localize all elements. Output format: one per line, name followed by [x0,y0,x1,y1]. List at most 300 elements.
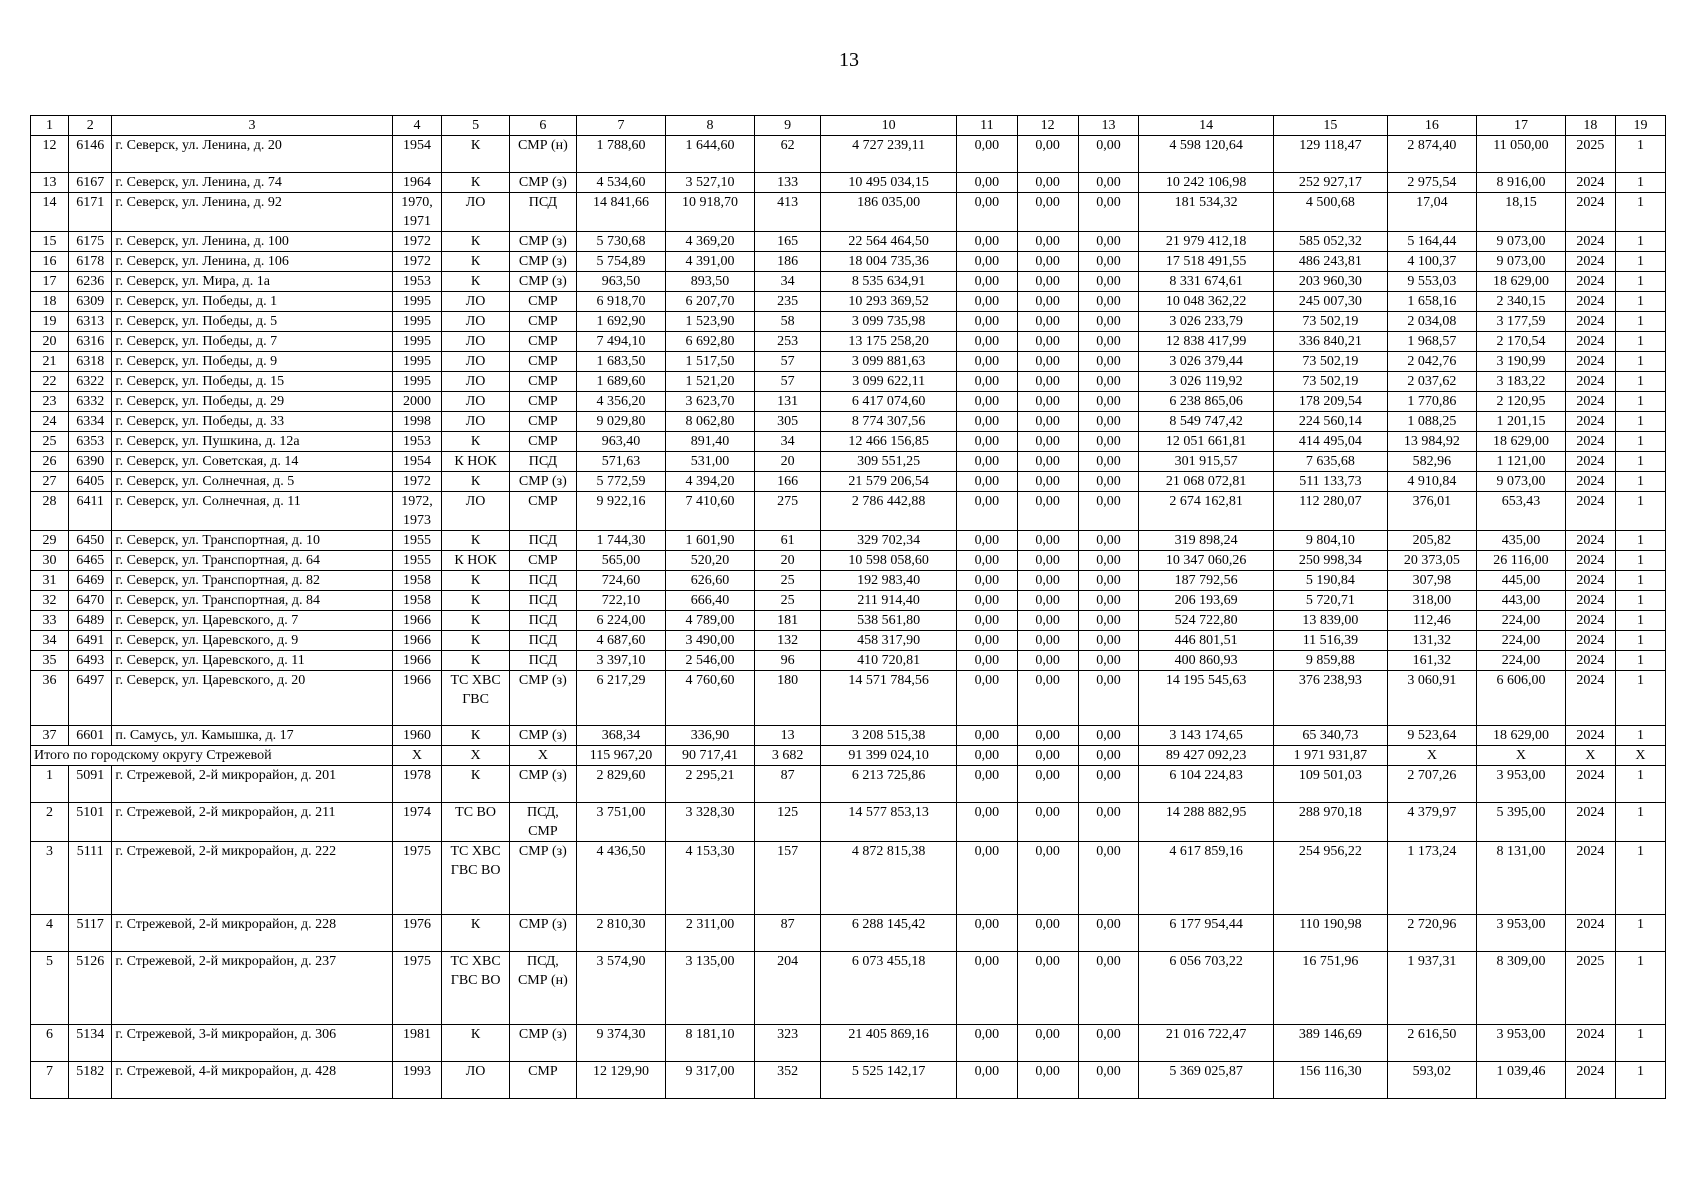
table-cell: 2024 [1565,842,1615,915]
table-cell: 2024 [1565,766,1615,803]
table-cell: 435,00 [1476,531,1565,551]
table-cell: 10 293 369,52 [821,292,957,312]
table-cell: 0,00 [1017,272,1078,292]
table-cell: СМР [509,332,576,352]
table-cell: СМР [509,551,576,571]
column-number-row [31,116,1666,136]
table-cell: 4 872 815,38 [821,842,957,915]
column-number: 17 [1476,116,1565,136]
table-cell: 0,00 [956,671,1017,726]
table-cell: 21 579 206,54 [821,472,957,492]
table-cell: СМР [509,432,576,452]
table-cell: г. Северск, ул. Царевского, д. 11 [112,651,392,671]
table-row [31,272,1666,292]
table-row [31,631,1666,651]
table-cell: 1966 [392,631,442,651]
table-cell: г. Стрежевой, 2-й микрорайон, д. 228 [112,915,392,952]
table-cell: 2024 [1565,352,1615,372]
table-cell: ПСД [509,452,576,472]
table-cell: 0,00 [956,252,1017,272]
table-cell: К [442,432,509,452]
table-cell: ЛО [442,392,509,412]
table-cell: 1 937,31 [1387,952,1476,1025]
table-cell: 585 052,32 [1273,232,1387,252]
table-cell: 22 [31,372,69,392]
table-cell: 6493 [68,651,111,671]
table-cell: 1 788,60 [577,136,666,173]
table-cell: 6450 [68,531,111,551]
table-cell: 1998 [392,412,442,432]
table-cell: г. Северск, ул. Царевского, д. 20 [112,671,392,726]
table-cell: 131 [755,392,821,412]
table-row [31,915,1666,952]
table-cell: 112,46 [1387,611,1476,631]
table-cell: 34 [755,432,821,452]
table-cell: 0,00 [1078,372,1139,392]
table-cell: ЛО [442,352,509,372]
table-cell: 3 099 881,63 [821,352,957,372]
table-cell: 14 571 784,56 [821,671,957,726]
table-cell: 73 502,19 [1273,352,1387,372]
table-cell: 6146 [68,136,111,173]
table-cell: 4 100,37 [1387,252,1476,272]
table-cell: 4 534,60 [577,173,666,193]
table-cell: 10 598 058,60 [821,551,957,571]
table-cell: 22 564 464,50 [821,232,957,252]
table-cell: 6 238 865,06 [1139,392,1274,412]
column-number: 13 [1078,116,1139,136]
table-cell: 10 495 034,15 [821,173,957,193]
table-cell: К [442,631,509,651]
table-cell: 301 915,57 [1139,452,1274,472]
table-cell: 593,02 [1387,1062,1476,1099]
table-cell: ЛО [442,193,509,232]
table-cell: 1 [1615,531,1665,551]
table-row [31,591,1666,611]
table-cell: 0,00 [1017,726,1078,746]
table-cell: 0,00 [1078,412,1139,432]
table-row [31,432,1666,452]
table-cell: СМР [509,292,576,312]
table-cell: 0,00 [1078,842,1139,915]
table-cell: 6 918,70 [577,292,666,312]
table-cell: 0,00 [956,372,1017,392]
table-cell: 1 [1615,803,1665,842]
table-cell: 35 [31,651,69,671]
table-cell: 0,00 [956,651,1017,671]
table-body [31,136,1666,1099]
table-cell: 9 073,00 [1476,232,1565,252]
table-cell: 1972 [392,252,442,272]
table-cell: 8 181,10 [666,1025,755,1062]
table-cell: 0,00 [1017,671,1078,726]
table-cell: 6171 [68,193,111,232]
table-cell: К [442,232,509,252]
table-cell: 0,00 [1017,232,1078,252]
table-cell: К [442,591,509,611]
table-cell: 0,00 [1017,173,1078,193]
table-cell: 0,00 [1017,193,1078,232]
table-cell: К [442,136,509,173]
table-cell: 1953 [392,272,442,292]
table-cell: 1978 [392,766,442,803]
table-cell: 4 369,20 [666,232,755,252]
table-cell: 6 [31,1025,69,1062]
table-cell: 192 983,40 [821,571,957,591]
table-cell: 307,98 [1387,571,1476,591]
table-cell: 18 629,00 [1476,272,1565,292]
table-cell: 17 [31,272,69,292]
table-cell: 0,00 [1078,631,1139,651]
table-cell: 224,00 [1476,631,1565,651]
table-cell: 165 [755,232,821,252]
table-cell: 6332 [68,392,111,412]
table-cell: 5126 [68,952,111,1025]
table-cell: г. Стрежевой, 2-й микрорайон, д. 201 [112,766,392,803]
table-cell: г. Стрежевой, 2-й микрорайон, д. 222 [112,842,392,915]
table-cell: 2 311,00 [666,915,755,952]
table-row [31,252,1666,272]
table-cell: 15 [31,232,69,252]
table-cell: 445,00 [1476,571,1565,591]
repair-program-table [30,115,1666,1099]
table-cell: 21 [31,352,69,372]
table-cell: 2024 [1565,492,1615,531]
table-cell: 2024 [1565,1025,1615,1062]
table-cell: 16 751,96 [1273,952,1387,1025]
table-cell: 19 [31,312,69,332]
table-cell: 0,00 [1017,631,1078,651]
table-row [31,352,1666,372]
table-cell: 1970, 1971 [392,193,442,232]
table-cell: 653,43 [1476,492,1565,531]
table-cell: 13 839,00 [1273,611,1387,631]
table-cell: 2024 [1565,252,1615,272]
table-cell: 0,00 [956,611,1017,631]
table-cell: 1955 [392,531,442,551]
table-cell: г. Северск, ул. Победы, д. 15 [112,372,392,392]
table-cell: 1966 [392,671,442,726]
table-cell: К [442,472,509,492]
table-cell: 0,00 [1078,803,1139,842]
table-cell: 1 [1615,392,1665,412]
table-cell: 2024 [1565,452,1615,472]
table-row [31,531,1666,551]
table-cell: 11 050,00 [1476,136,1565,173]
table-cell: г. Северск, ул. Транспортная, д. 64 [112,551,392,571]
table-cell: 486 243,81 [1273,252,1387,272]
table-cell: 582,96 [1387,452,1476,472]
table-cell: ТС ХВС ГВС [442,671,509,726]
table-row [31,292,1666,312]
table-cell: 13 984,92 [1387,432,1476,452]
table-cell: 8 331 674,61 [1139,272,1274,292]
table-cell: 1960 [392,726,442,746]
table-cell: СМР [509,492,576,531]
table-cell: 10 918,70 [666,193,755,232]
table-cell: ЛО [442,372,509,392]
table-cell: 722,10 [577,591,666,611]
table-cell: 6236 [68,272,111,292]
table-cell: 30 [31,551,69,571]
table-cell: 2024 [1565,651,1615,671]
table-cell: 206 193,69 [1139,591,1274,611]
table-cell: 1 039,46 [1476,1062,1565,1099]
table-cell: 2 616,50 [1387,1025,1476,1062]
table-row [31,472,1666,492]
table-cell: 3 099 622,11 [821,372,957,392]
table-cell: 2 975,54 [1387,173,1476,193]
table-cell: 21 979 412,18 [1139,232,1274,252]
table-cell: 203 960,30 [1273,272,1387,292]
table-cell: 1975 [392,842,442,915]
table-cell: 12 129,90 [577,1062,666,1099]
total-cell: 0,00 [956,746,1017,766]
total-cell: 90 717,41 [666,746,755,766]
total-cell: X [1387,746,1476,766]
table-cell: 5117 [68,915,111,952]
table-cell: 1 [1615,842,1665,915]
table-cell: 58 [755,312,821,332]
table-cell: 26 116,00 [1476,551,1565,571]
table-cell: 1995 [392,332,442,352]
table-cell: 9 553,03 [1387,272,1476,292]
table-cell: 12 838 417,99 [1139,332,1274,352]
table-cell: 0,00 [1078,591,1139,611]
table-cell: 2 170,54 [1476,332,1565,352]
table-cell: 224,00 [1476,611,1565,631]
table-row [31,1025,1666,1062]
table-cell: г. Северск, ул. Царевского, д. 7 [112,611,392,631]
table-cell: г. Северск, ул. Транспортная, д. 82 [112,571,392,591]
table-cell: 8 549 747,42 [1139,412,1274,432]
table-cell: 6405 [68,472,111,492]
table-cell: 28 [31,492,69,531]
table-cell: 1972 [392,232,442,252]
table-cell: 1 121,00 [1476,452,1565,472]
table-cell: г. Северск, ул. Ленина, д. 100 [112,232,392,252]
table-cell: 8 774 307,56 [821,412,957,432]
page-number: 13 [839,49,859,71]
table-row [31,173,1666,193]
table-cell: 2025 [1565,952,1615,1025]
table-cell: 6 177 954,44 [1139,915,1274,952]
table-cell: 8 062,80 [666,412,755,432]
table-cell: 5 772,59 [577,472,666,492]
table-cell: 6334 [68,412,111,432]
total-cell: 1 971 931,87 [1273,746,1387,766]
table-cell: 352 [755,1062,821,1099]
table-cell: 0,00 [1017,611,1078,631]
table-cell: 6 213 725,86 [821,766,957,803]
table-cell: 5 720,71 [1273,591,1387,611]
table-cell: 0,00 [956,472,1017,492]
table-cell: 2025 [1565,136,1615,173]
table-cell: К [442,531,509,551]
table-cell: 0,00 [1078,551,1139,571]
table-cell: 1 [1615,193,1665,232]
column-number: 18 [1565,116,1615,136]
table-cell: г. Стрежевой, 4-й микрорайон, д. 428 [112,1062,392,1099]
table-cell: 2024 [1565,412,1615,432]
table-cell: 666,40 [666,591,755,611]
table-cell: г. Северск, ул. Ленина, д. 20 [112,136,392,173]
column-number: 10 [821,116,957,136]
table-cell: 1 [1615,412,1665,432]
table-cell: 65 340,73 [1273,726,1387,746]
table-cell: 13 [31,173,69,193]
table-cell: СМР (з) [509,252,576,272]
table-cell: 1995 [392,372,442,392]
table-cell: 893,50 [666,272,755,292]
table-cell: 0,00 [1078,272,1139,292]
table-cell: 2024 [1565,1062,1615,1099]
table-cell: г. Северск, ул. Мира, д. 1а [112,272,392,292]
table-cell: 2 034,08 [1387,312,1476,332]
table-cell: 1 [1615,472,1665,492]
table-cell: 205,82 [1387,531,1476,551]
table-cell: СМР (з) [509,1025,576,1062]
table-cell: 1 [1615,136,1665,173]
table-cell: 1 [1615,726,1665,746]
table-cell: 34 [31,631,69,651]
table-cell: 1 [1615,292,1665,312]
table-cell: 0,00 [1017,312,1078,332]
table-cell: 2 674 162,81 [1139,492,1274,531]
table-cell: СМР (н) [509,136,576,173]
table-cell: 254 956,22 [1273,842,1387,915]
table-cell: 0,00 [1017,136,1078,173]
table-cell: 6 104 224,83 [1139,766,1274,803]
total-cell: X [1565,746,1615,766]
table-cell: 8 131,00 [1476,842,1565,915]
table-cell: К [442,252,509,272]
table-cell: 0,00 [956,136,1017,173]
column-number: 19 [1615,116,1665,136]
table-cell: 6167 [68,173,111,193]
table-cell: 1995 [392,312,442,332]
table-cell: 1 [1615,272,1665,292]
column-number: 4 [392,116,442,136]
table-cell: 1 517,50 [666,352,755,372]
table-cell: 1 173,24 [1387,842,1476,915]
table-cell: 963,40 [577,432,666,452]
table-cell: 5 190,84 [1273,571,1387,591]
table-cell: 0,00 [956,726,1017,746]
table-cell: 1 [1615,952,1665,1025]
table-cell: 1 [1615,571,1665,591]
table-cell: 6309 [68,292,111,312]
table-cell: 2024 [1565,611,1615,631]
table-cell: 18 [31,292,69,312]
table-cell: г. Северск, ул. Солнечная, д. 11 [112,492,392,531]
table-cell: 571,63 [577,452,666,472]
table-cell: 21 016 722,47 [1139,1025,1274,1062]
table-cell: 18 004 735,36 [821,252,957,272]
table-cell: 626,60 [666,571,755,591]
table-cell: 16 [31,252,69,272]
table-cell: 0,00 [1017,392,1078,412]
table-cell: К [442,726,509,746]
table-cell: 0,00 [1017,803,1078,842]
table-cell: 1974 [392,803,442,842]
table-row [31,312,1666,332]
table-cell: 0,00 [1017,531,1078,551]
table-cell: 18 629,00 [1476,432,1565,452]
table-cell: 204 [755,952,821,1025]
table-cell: 21 405 869,16 [821,1025,957,1062]
table-cell: 318,00 [1387,591,1476,611]
table-cell: 29 [31,531,69,551]
table-cell: г. Северск, ул. Победы, д. 1 [112,292,392,312]
table-cell: 0,00 [1017,651,1078,671]
table-cell: г. Северск, ул. Транспортная, д. 84 [112,591,392,611]
table-cell: 6 217,29 [577,671,666,726]
table-cell: 2024 [1565,915,1615,952]
table-cell: 2024 [1565,472,1615,492]
table-cell: 443,00 [1476,591,1565,611]
table-cell: 6 417 074,60 [821,392,957,412]
table-row [31,766,1666,803]
table-cell: 2 829,60 [577,766,666,803]
total-cell: 0,00 [1078,746,1139,766]
table-cell: 4 391,00 [666,252,755,272]
table-cell: 0,00 [1078,651,1139,671]
table-cell: 0,00 [1017,332,1078,352]
table-cell: 2024 [1565,372,1615,392]
table-cell: ПСД [509,531,576,551]
table-cell: 211 914,40 [821,591,957,611]
total-cell: X [442,746,509,766]
table-cell: 5182 [68,1062,111,1099]
table-cell: 180 [755,671,821,726]
table-cell: 6 692,80 [666,332,755,352]
total-cell: 91 399 024,10 [821,746,957,766]
table-cell: 0,00 [956,1025,1017,1062]
table-cell: 309 551,25 [821,452,957,472]
table-cell: 0,00 [1078,392,1139,412]
table-cell: 0,00 [1017,372,1078,392]
table-cell: 3 190,99 [1476,352,1565,372]
table-cell: 7 494,10 [577,332,666,352]
table-cell: 1 [1615,915,1665,952]
table-cell: 9 029,80 [577,412,666,432]
table-row [31,611,1666,631]
table-cell: 1 201,15 [1476,412,1565,432]
table-cell: 4 394,20 [666,472,755,492]
table-cell: СМР (з) [509,842,576,915]
table-cell: 11 516,39 [1273,631,1387,651]
table-cell: 0,00 [956,842,1017,915]
column-number: 8 [666,116,755,136]
table-cell: 6465 [68,551,111,571]
table-cell: ТС ВО [442,803,509,842]
table-cell: 0,00 [1078,312,1139,332]
table-cell: 18,15 [1476,193,1565,232]
total-cell: 3 682 [755,746,821,766]
column-number: 9 [755,116,821,136]
table-cell: 0,00 [956,452,1017,472]
table-cell: 7 410,60 [666,492,755,531]
table-cell: 0,00 [1078,952,1139,1025]
table-cell: п. Самусь, ул. Камышка, д. 17 [112,726,392,746]
table-cell: 724,60 [577,571,666,591]
table-cell: 2024 [1565,571,1615,591]
table-cell: 9 374,30 [577,1025,666,1062]
table-cell: 0,00 [1078,136,1139,173]
table-cell: 8 309,00 [1476,952,1565,1025]
table-cell: 1 523,90 [666,312,755,332]
